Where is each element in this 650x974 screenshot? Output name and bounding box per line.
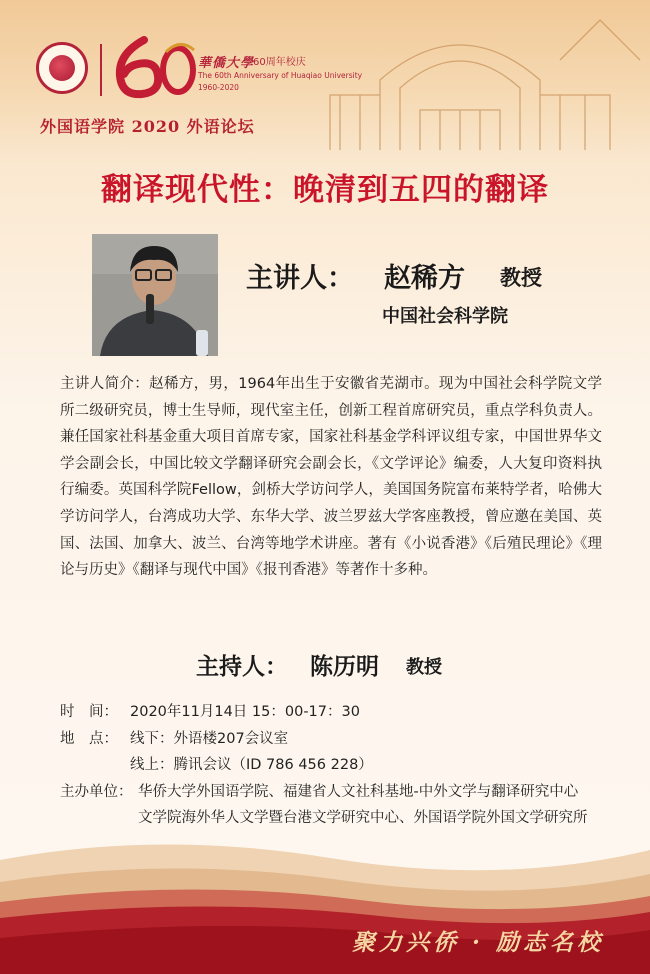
organizer-line-1: 华侨大学外国语学院、福建省人文社科基地-中外文学与翻译研究中心 bbox=[138, 784, 579, 800]
host-title: 教授 bbox=[406, 657, 442, 678]
speaker-name: 赵稀方 bbox=[384, 263, 465, 294]
speaker-institution: 中国社会科学院 bbox=[382, 306, 508, 327]
speaker-photo bbox=[92, 234, 218, 356]
anniversary-60-logo bbox=[110, 30, 200, 102]
host-label: 主持人： bbox=[196, 654, 288, 680]
anniversary-years: 1960-2020 bbox=[198, 83, 239, 92]
logo-divider bbox=[100, 44, 102, 96]
anniversary-label-cn: 60周年校庆 bbox=[253, 57, 306, 68]
lecture-title: 翻译现代性：晚清到五四的翻译 bbox=[101, 172, 549, 208]
organizer-line-2: 文学院海外华人文学暨台港文学研究中心、外国语学院外国文学研究所 bbox=[138, 810, 588, 826]
time-label: 时 间： bbox=[60, 704, 118, 720]
time-value: 2020年11月14日 15：00-17：30 bbox=[130, 704, 360, 720]
anniversary-label-en: The 60th Anniversary of Huaqiao University bbox=[198, 71, 363, 80]
university-emblem bbox=[36, 42, 88, 94]
speaker-title: 教授 bbox=[500, 266, 542, 290]
university-name-cn: 華僑大學 bbox=[198, 56, 255, 71]
place-label: 地 点： bbox=[60, 731, 118, 747]
place-online: 线上：腾讯会议（ID 786 456 228） bbox=[130, 757, 373, 773]
speaker-label: 主讲人： bbox=[246, 263, 354, 294]
organizer-label: 主办单位： bbox=[60, 784, 133, 800]
speaker-bio: 主讲人简介：赵稀方，男，1964年出生于安徽省芜湖市。现为中国社会科学院文学所二级研究员，博士生导师，现代室主任，创新工程首席研究员，重点学科负责人。兼任国家社科基金重大项目首席专家，国家社科基金学科评议组专家，中国世界华文学会副会长，中国比较文学翻译研究会副会长，《文学评论》编委，人大复印资料执行编委。英国科学院Fellow，剑桥大学访问学人，美国国务院富布莱特学者，哈佛大学访问学人，台湾成功大学、东华大学、波兰罗兹大学客座教授，曾应邀在美国、英国、法国、加拿大、波兰、台湾等地学术讲座。著有《小说香港》《后殖民理论》《理论与历史》《翻译与现代中国》《报刊香港》等著作十多种。 bbox=[60, 376, 602, 579]
footer-slogan: 聚力兴侨 · 励志名校 bbox=[352, 929, 605, 956]
host-name: 陈历明 bbox=[310, 654, 379, 680]
place-offline: 线下：外语楼207会议室 bbox=[130, 731, 289, 747]
forum-name: 外国语学院 2020 外语论坛 bbox=[40, 117, 255, 136]
